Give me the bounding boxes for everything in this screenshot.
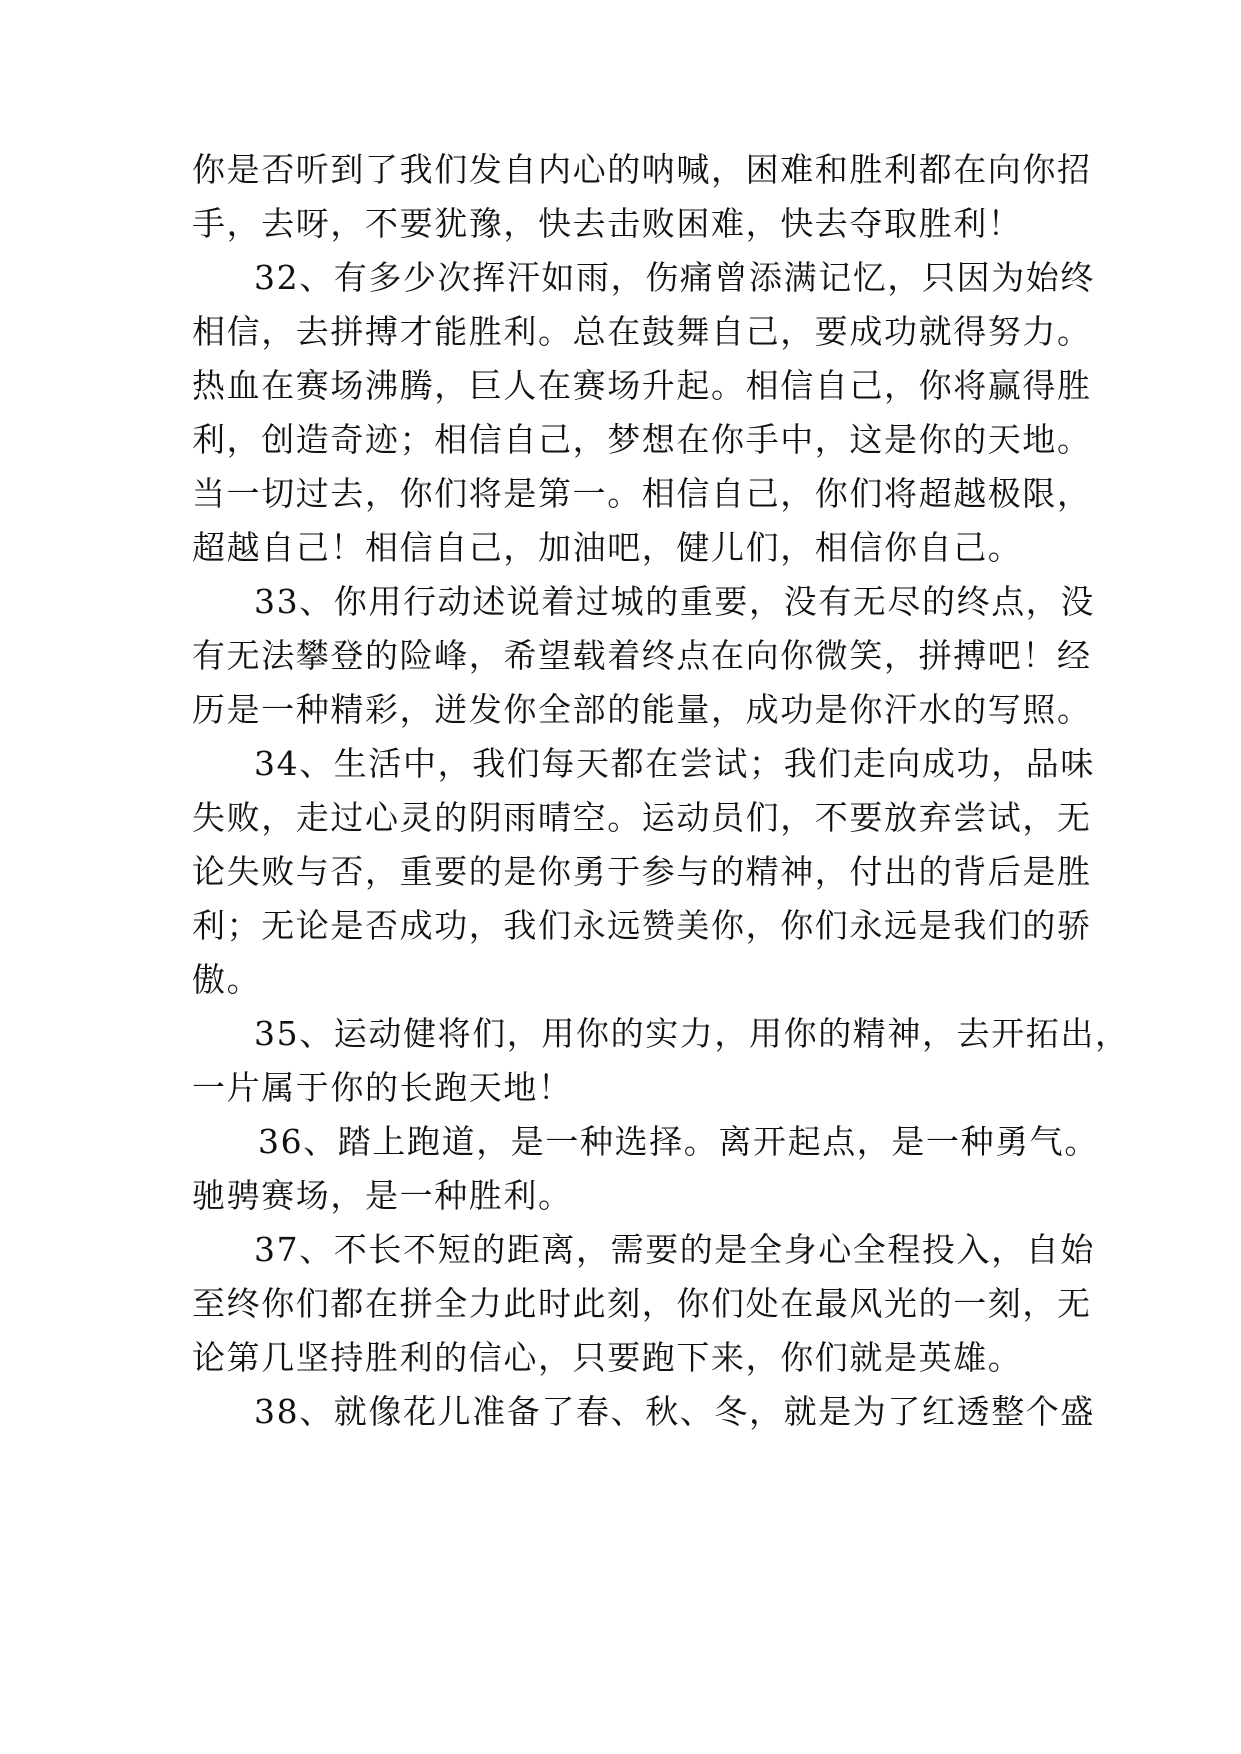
text-line-2: 手，去呀，不要犹豫，快去击败困难，快去夺取胜利！ (192, 204, 1023, 243)
text-line-23: 论第几坚持胜利的信心，只要跑下来，你们就是英雄。 (192, 1338, 1023, 1377)
text-line-10: 有无法攀登的险峰，希望载着终点在向你微笑，拼搏吧！经 (192, 636, 1092, 675)
text-line-18: 一片属于你的长跑天地！ (192, 1068, 573, 1107)
text-line-4: 相信，去拼搏才能胜利。总在鼓舞自己，要成功就得努力。 (192, 312, 1092, 351)
text-line-11: 历是一种精彩，迸发你全部的能量，成功是你汗水的写照。 (192, 690, 1092, 729)
text-line-15: 利；无论是否成功，我们永远赞美你，你们永远是我们的骄 (192, 906, 1092, 945)
text-line-3: 32、有多少次挥汗如雨，伤痛曾添满记忆，只因为始终 (254, 258, 1095, 297)
text-line-22: 至终你们都在拼全力此时此刻，你们处在最风光的一刻，无 (192, 1284, 1092, 1323)
text-line-20: 驰骋赛场，是一种胜利。 (192, 1176, 573, 1215)
text-line-19: 36、踏上跑道，是一种选择。离开起点，是一种勇气。 (258, 1122, 1099, 1161)
text-line-24: 38、就像花儿准备了春、秋、冬，就是为了红透整个盛 (254, 1392, 1095, 1431)
text-line-7: 当一切过去，你们将是第一。相信自己，你们将超越极限， (192, 474, 1092, 513)
text-line-1: 你是否听到了我们发自内心的呐喊，困难和胜利都在向你招 (192, 150, 1092, 189)
text-line-21: 37、不长不短的距离，需要的是全身心全程投入，自始 (254, 1230, 1095, 1269)
text-line-6: 利，创造奇迹；相信自己，梦想在你手中，这是你的天地。 (192, 420, 1092, 459)
text-line-13: 失败，走过心灵的阴雨晴空。运动员们，不要放弃尝试，无 (192, 798, 1092, 837)
text-line-17: 35、运动健将们，用你的实力，用你的精神，去开拓出， (254, 1014, 1130, 1053)
text-line-5: 热血在赛场沸腾，巨人在赛场升起。相信自己，你将赢得胜 (192, 366, 1092, 405)
text-line-8: 超越自己！相信自己，加油吧，健儿们，相信你自己。 (192, 528, 1023, 567)
text-line-14: 论失败与否，重要的是你勇于参与的精神，付出的背后是胜 (192, 852, 1092, 891)
text-line-9: 33、你用行动述说着过城的重要，没有无尽的终点，没 (254, 582, 1095, 621)
text-line-16: 傲。 (192, 960, 262, 999)
text-line-12: 34、生活中，我们每天都在尝试；我们走向成功，品味 (254, 744, 1095, 783)
